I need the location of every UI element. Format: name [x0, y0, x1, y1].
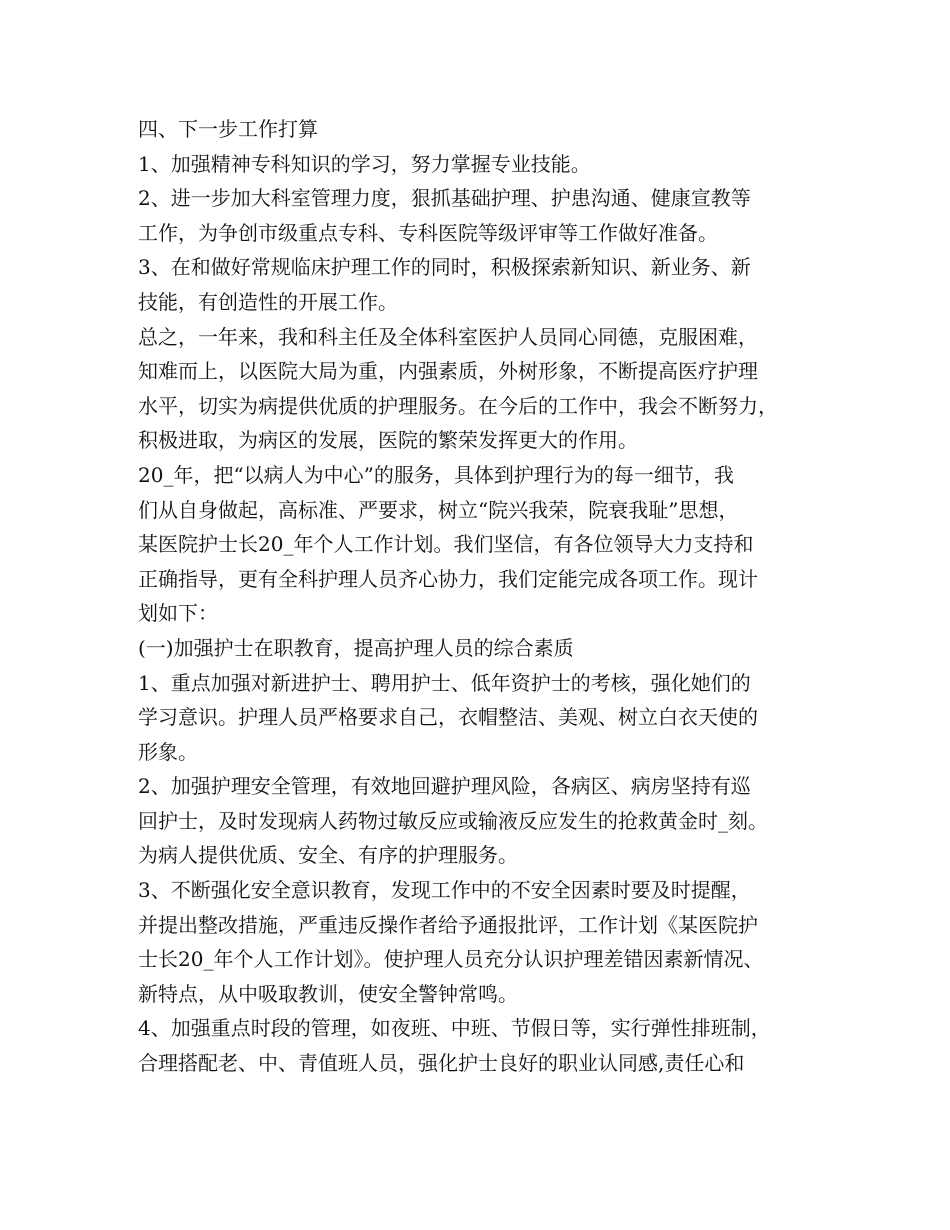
- text-line: 划如下：: [138, 601, 218, 626]
- text-line: 回护士，及时发现病人药物过敏反应或输液反应发生的抢救黄金时_刻。: [138, 808, 768, 833]
- text-line: 士长20_年个人工作计划》。使护理人员充分认识护理差错因素新情况、: [138, 947, 764, 972]
- text-line: 知难而上，以医院大局为重，内强素质，外树形象，不断提高医疗护理: [138, 359, 758, 384]
- text-line: 形象。: [138, 739, 198, 764]
- text-line: 们从自身做起，高标准、严要求，树立“院兴我荣，院衰我耻”思想，: [138, 497, 739, 522]
- document-body: [138, 112, 828, 1081]
- text-line: 技能，有创造性的开展工作。: [138, 289, 398, 314]
- text-line: 合理搭配老、中、青值班人员，强化护士良好的职业认同感,责任心和: [138, 1051, 745, 1076]
- text-line: 3、不断强化安全意识教育，发现工作中的不安全因素时要及时提醒，: [138, 878, 751, 903]
- text-line: 积极进取，为病区的发展，医院的繁荣发挥更大的作用。: [138, 428, 638, 453]
- section-heading: 四、下一步工作打算: [138, 117, 318, 141]
- text-line: 新特点，从中吸取教训，使安全警钟常鸣。: [138, 981, 518, 1006]
- text-line: 工作，为争创市级重点专科、专科医院等级评审等工作做好准备。: [138, 220, 718, 245]
- text-line: 正确指导，更有全科护理人员齐心协力，我们定能完成各项工作。现计: [138, 566, 758, 591]
- text-line: 学习意识。护理人员严格要求自己，衣帽整洁、美观、树立白衣天使的: [138, 705, 758, 730]
- text-line: 2、进一步加大科室管理力度，狠抓基础护理、护患沟通、健康宣教等: [138, 186, 751, 211]
- text-line: 水平，切实为病提供优质的护理服务。在今后的工作中，我会不断努力，: [138, 393, 778, 418]
- text-line: 为病人提供优质、安全、有序的护理服务。: [138, 843, 518, 868]
- subsection-heading: (一)加强护士在职教育，提高护理人员的综合素质: [138, 635, 574, 660]
- text-line: 4、加强重点时段的管理，如夜班、中班、节假日等，实行弹性排班制，: [138, 1016, 771, 1041]
- text-line: 1、加强精神专科知识的学习，努力掌握专业技能。: [138, 151, 591, 176]
- text-line: 1、重点加强对新进护士、聘用护士、低年资护士的考核，强化她们的: [138, 670, 751, 695]
- text-line: 某医院护士长20_年个人工作计划。我们坚信，有各位领导大力支持和: [138, 532, 754, 557]
- text-line: 3、在和做好常规临床护理工作的同时，积极探索新知识、新业务、新: [138, 255, 751, 280]
- text-line: 并提出整改措施，严重违反操作者给予通报批评，工作计划《某医院护: [138, 912, 758, 937]
- text-line: 总之，一年来，我和科主任及全体科室医护人员同心同德，克服困难，: [138, 324, 758, 349]
- text-line: 2、加强护理安全管理，有效地回避护理风险，各病区、病房坚持有巡: [138, 774, 751, 799]
- text-line: 20_年，把“以病人为中心”的服务，具体到护理行为的每一细节，我: [138, 462, 734, 487]
